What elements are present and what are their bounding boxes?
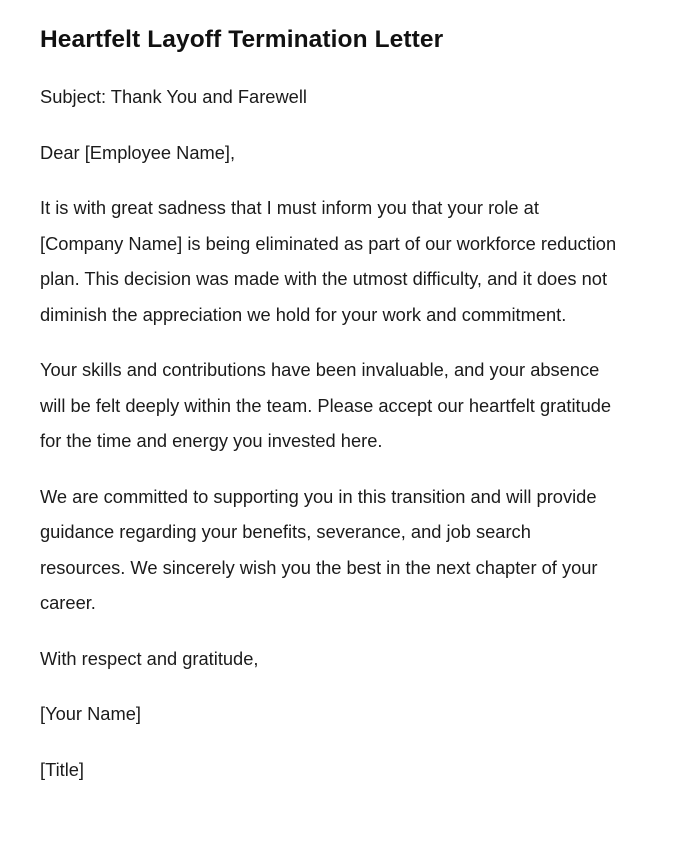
- closing-line: With respect and gratitude,: [40, 647, 259, 669]
- salutation: Dear [Employee Name],: [40, 141, 236, 163]
- signature-name: [Your Name]: [40, 703, 141, 724]
- paragraph-3: We are committed to supporting you in this transition and will provide guidance regarding your benefits, severance, and job search resources. We sincerely wish you the best in the next chapter of your career.: [40, 485, 598, 613]
- signature-title: [Title]: [40, 758, 85, 780]
- paragraph-2: Your skills and contributions have been invaluable, and your absence will be felt deeply within the team. Please accept our heartfelt gratitude for the time and energy you invested here.: [40, 359, 612, 451]
- paragraph-1: It is with great sadness that I must inform you that your role at [Company Name] is being eliminated as part of our workforce reduction plan. This decision was made with the utmost difficulty, and it does not diminish the appreciation we hold for your work and commitment.: [40, 197, 617, 325]
- letter-title: Heartfelt Layoff Termination Letter: [40, 26, 444, 53]
- subject-line: Subject: Thank You and Farewell: [40, 86, 307, 107]
